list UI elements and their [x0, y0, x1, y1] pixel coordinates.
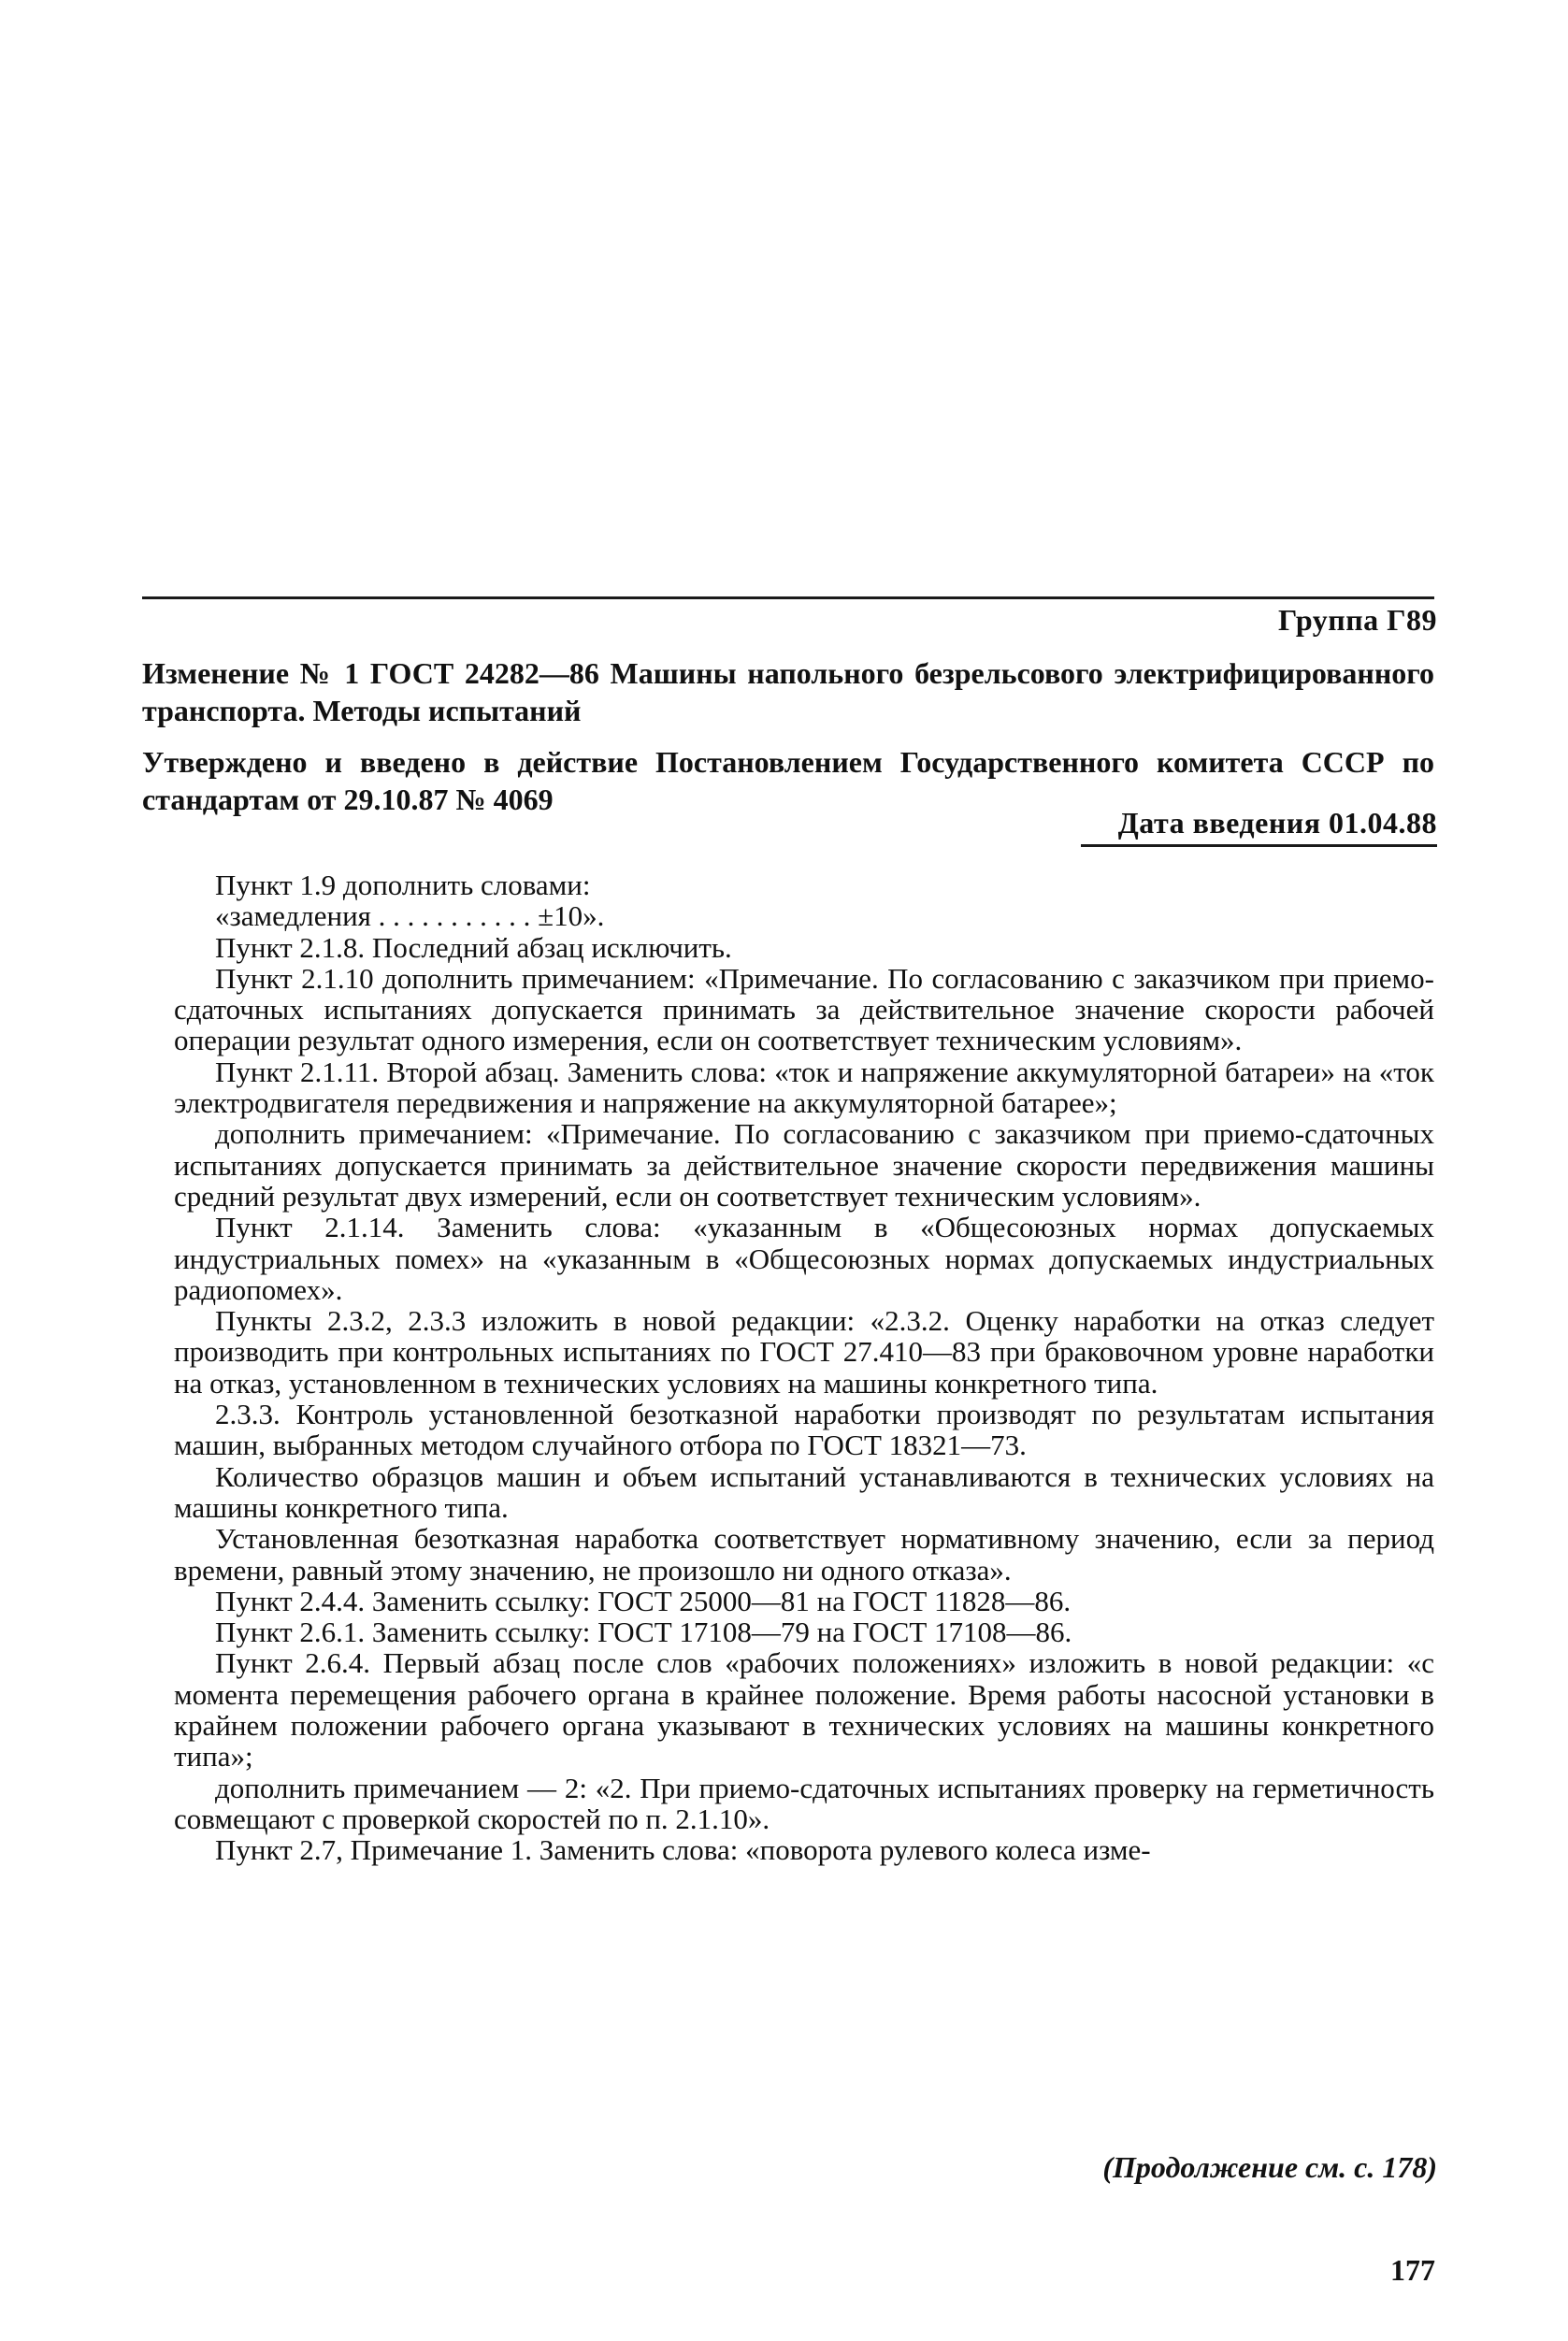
continuation-note: (Продолжение см. с. 178): [1102, 2150, 1437, 2184]
approval-statement: Утверждено и введено в действие Постановлением Государственного комитета СССР по стандартам от 29.10.87 № 4069: [142, 745, 1434, 816]
paragraph: Пункт 2.6.4. Первый абзац после слов «рабочих положениях» изложить в новой редакции: «с момента перемещения рабочего органа в крайнее положение. Время работы насосной установки в крайнем положении рабочего органа указывают в технических условиях на машины конкретного типа»;: [174, 1646, 1434, 1774]
top-rule: [142, 596, 1434, 599]
group-code: Группа Г89: [1278, 603, 1437, 637]
paragraph: Пункт 2.4.4. Заменить ссылку: ГОСТ 25000—81 на ГОСТ 11828—86.: [215, 1584, 1072, 1617]
paragraph: «замедления . . . . . . . . . . . ±10».: [215, 899, 605, 933]
paragraph: Количество образцов машин и объем испытаний устанавливаются в технических условиях на машины конкретного типа.: [174, 1459, 1434, 1524]
paragraph: Пункты 2.3.2, 2.3.3 изложить в новой редакции: «2.3.2. Оценку наработки на отказ следует производить при контрольных испытаниях по ГОСТ 27.410—83 при браковочном уровне наработки на отказ, установленном в технических условиях на машины конкретного типа.: [174, 1304, 1434, 1400]
paragraph: 2.3.3. Контроль установленной безотказной наработки производят по результатам испытания машин, выбранных методом случайного отбора по ГОСТ 18321—73.: [174, 1398, 1434, 1462]
paragraph: дополнить примечанием — 2: «2. При приемо-сдаточных испытаниях проверку на герметичность совмещают с проверкой скоростей по п. 2.1.10».: [174, 1771, 1434, 1835]
amendment-body: [174, 869, 1434, 1866]
paragraph: дополнить примечанием: «Примечание. По согласованию с заказчиком при приемо-сдаточных испытаниях допускается принимать за действительное значение скорости передвижения машины средний результат двух измерений, если он соответствует техническим условиям».: [174, 1117, 1434, 1213]
paragraph: Пункт 1.9 дополнить словами:: [215, 869, 591, 901]
paragraph: Пункт 2.1.10 дополнить примечанием: «Примечание. По согласованию с заказчиком при приемо-сдаточных испытаниях допускается принимать за действительное значение скорости рабочей операции результат одного измерения, если он соответствует техническим условиям».: [174, 961, 1434, 1057]
paragraph: Пункт 2.1.14. Заменить слова: «указанным в «Общесоюзных нормах допускаемых индустриальных помех» на «указанным в «Общесоюзных нормах допускаемых индустриальных радиопомех».: [174, 1211, 1434, 1306]
amendment-title: Изменение № 1 ГОСТ 24282—86 Машины напольного безрельсового электрифицированного транспорта. Методы испытаний: [142, 656, 1434, 727]
introduction-date: Дата введения 01.04.88: [1081, 806, 1437, 847]
paragraph: Установленная безотказная наработка соответствует нормативному значению, если за период времени, равный этому значению, не произошло ни одного отказа».: [174, 1522, 1434, 1587]
paragraph: Пункт 2.1.8. Последний абзац исключить.: [215, 930, 732, 964]
paragraph: Пункт 2.1.11. Второй абзац. Заменить слова: «ток и напряжение аккумуляторной батареи» на «ток электродвигателя передвижения и напряжение на аккумуляторной батарее»;: [174, 1055, 1434, 1120]
page-number: 177: [1390, 2253, 1435, 2287]
paragraph: Пункт 2.7, Примечание 1. Заменить слова: «поворота рулевого колеса изме-: [215, 1833, 1151, 1867]
paragraph: Пункт 2.6.1. Заменить ссылку: ГОСТ 17108—79 на ГОСТ 17108—86.: [215, 1616, 1072, 1649]
